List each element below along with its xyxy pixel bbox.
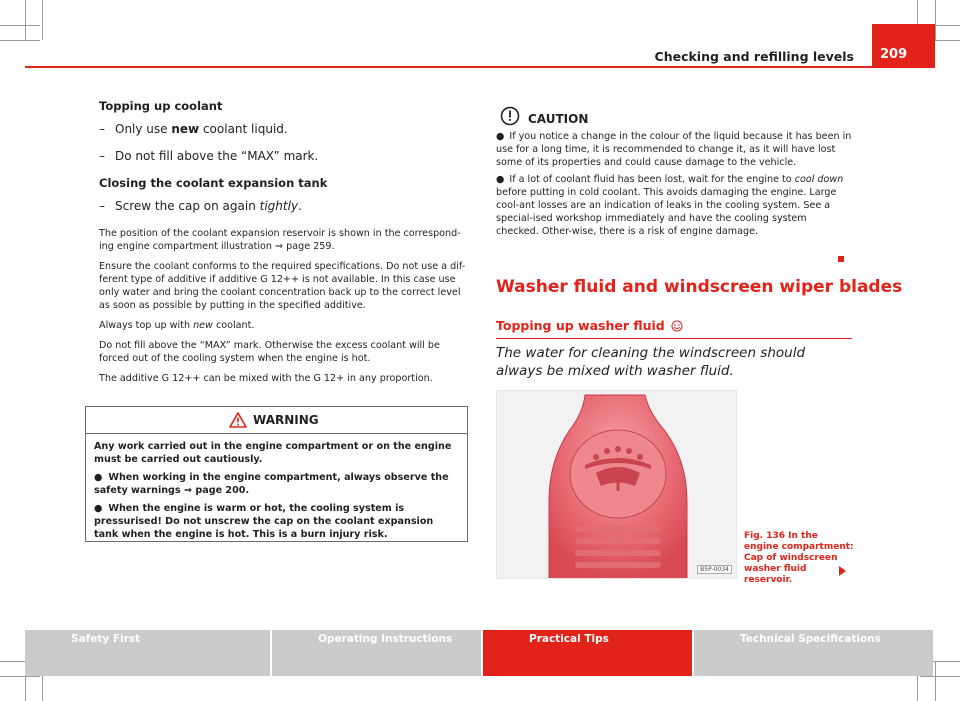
step-item: [99, 122, 469, 136]
warning-bullet: ● When the engine is warm or hot, the cooling system is pressurised! Do not unscrew the cap on the coolant expansion tank when the engine is hot. This is a burn injury risk.: [94, 503, 434, 540]
dash-marker: –: [99, 199, 105, 213]
warning-bullet: ● When working in the engine compartment, always observe the safety warnings ⇒ page 200.: [94, 472, 449, 496]
body-paragraph: Do not fill above the “MAX” mark. Otherwise the excess coolant will be forced out of the cooling system when the engine is hot.: [99, 340, 440, 364]
caution-label: CAUTION: [528, 112, 589, 126]
topic-rule: [496, 338, 852, 339]
crop-mark: [0, 25, 40, 26]
crop-mark: [0, 40, 40, 41]
crop-mark: [920, 676, 960, 677]
body-paragraph: Ensure the coolant conforms to the required specifications. Do not use a dif-ferent type of additive if additive G 12++ is not available. In this case use only water and bring the coolant concentration back up to the correct level as soon as possible by putting in the specified additive.: [99, 261, 466, 311]
left-column: [99, 99, 469, 392]
warning-header: [86, 407, 467, 434]
footer-tab-safety-first[interactable]: Safety First: [25, 630, 270, 676]
crop-mark: [42, 0, 43, 40]
step-item: [99, 199, 469, 213]
step-item: [99, 149, 469, 163]
dash-marker: –: [99, 122, 105, 136]
crop-mark: [935, 0, 936, 40]
body-paragraph: The position of the coolant expansion reservoir is shown in the correspond-ing engine compartment illustration ⇒ page 259.: [99, 228, 461, 252]
section-heading: Washer fluid and windscreen wiper blades: [496, 277, 903, 297]
warning-label: WARNING: [253, 413, 319, 427]
warning-paragraph: Any work carried out in the engine compartment or on the engine must be carried out cautiously.: [94, 441, 452, 465]
closing-tank-heading: Closing the coolant expansion tank: [99, 176, 328, 190]
footer-tab-practical-tips[interactable]: Practical Tips: [483, 630, 692, 676]
step-text: Do not fill above the “MAX” mark.: [115, 149, 319, 163]
step-text: Screw the cap on again tightly.: [115, 199, 302, 213]
intro-text: The water for cleaning the windscreen should always be mixed with washer fluid.: [496, 345, 806, 379]
footer-tab-technical-specifications[interactable]: Technical Specifications: [694, 630, 933, 676]
topping-up-coolant-heading: Topping up coolant: [99, 99, 223, 113]
caution-bullet: ● If you notice a change in the colour of the liquid because it has been in use for a long time, it is recommended to change it, as it will have lost some of its properties and could cause damage to the vehicle.: [496, 131, 852, 168]
caution-header: [500, 106, 852, 126]
washer-cap-figure: [496, 390, 737, 579]
caution-bullet: ● If a lot of coolant fluid has been lost, wait for the engine to cool down before putting in cold coolant. This avoids damaging the engine. Large cool-ant losses are an indication of leaks in the cooling system. See a special-ised workshop immediately and have the cooling system checked. Other-wise, there is a risk of engine damage.: [496, 174, 844, 237]
figure-code: B5P-0034: [697, 565, 732, 574]
footer-nav: [25, 630, 935, 676]
caution-exclamation-icon: [500, 106, 520, 126]
dash-marker: –: [99, 149, 105, 163]
smiley-icon: [670, 320, 684, 332]
warning-triangle-icon: [229, 412, 247, 428]
footer-tab-operating-instructions[interactable]: Operating Instructions: [272, 630, 481, 676]
header-rule: [25, 66, 935, 68]
crop-mark: [935, 661, 936, 701]
warning-box: [85, 406, 468, 542]
body-paragraph: Always top up with new coolant.: [99, 320, 255, 331]
washer-cap-illustration: [497, 391, 737, 579]
step-text: Only use new coolant liquid.: [115, 122, 288, 136]
page-number: 209: [880, 47, 908, 62]
crop-mark: [0, 676, 40, 677]
section-end-marker: [838, 256, 844, 262]
warning-body: [86, 434, 467, 541]
crop-mark: [25, 0, 26, 40]
topic-heading: Topping up washer fluid: [496, 318, 684, 333]
figure-caption: Fig. 136 In the engine compartment: Cap of windscreen washer fluid reservoir.: [744, 531, 854, 585]
continue-arrow-icon: [839, 566, 846, 576]
running-header-title: Checking and refilling levels: [654, 49, 854, 64]
body-paragraph: The additive G 12++ can be mixed with the G 12+ in any proportion.: [99, 373, 433, 384]
page-number-tab: [872, 24, 935, 68]
caution-block: [496, 106, 852, 242]
